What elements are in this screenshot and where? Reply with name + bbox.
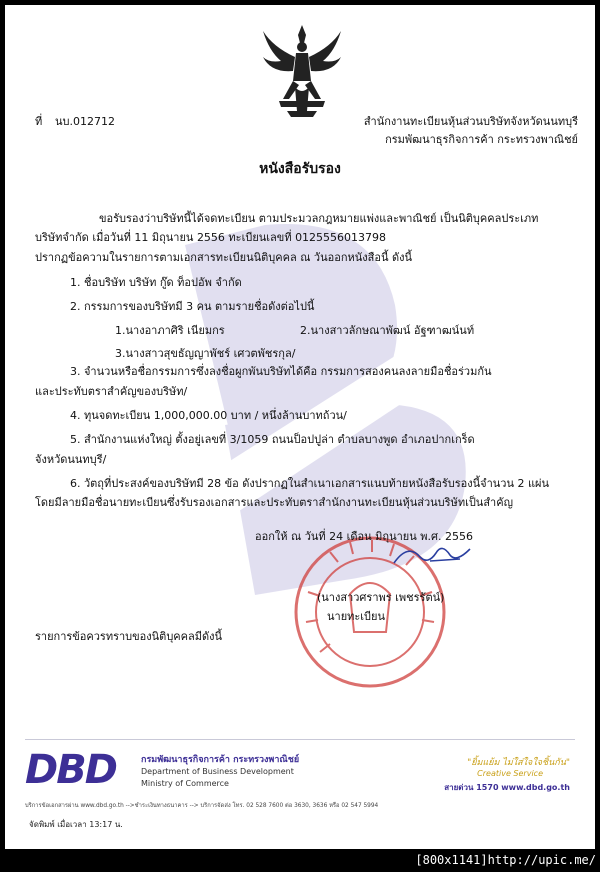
document-title: หนังสือรับรอง: [259, 161, 341, 177]
intro-line-2: บริษัทจำกัด เมื่อวันที่ 11 มิถุนายน 2556 ทะเบียนเลขที่ 0125556013798: [35, 231, 387, 244]
director-3: 3.นางสาวสุขธัญญาพัชร์ เศวตพัชรกุล/: [115, 347, 296, 360]
garuda-emblem: [259, 21, 345, 121]
director-2: 2.นางสาวลักษณาพัฒน์ อัฐฑาฒน์นท์: [300, 324, 475, 337]
item-company-name: 1. ชื่อบริษัท บริษัท กู๊ด ท็อปอัพ จำกัด: [70, 276, 242, 289]
intro-line-1: ขอรับรองว่าบริษัทนี้ได้จดทะเบียน ตามประมวลกฎหมายแพ่งและพาณิชย์ เป็นนิติบุคคลประเภท: [99, 212, 539, 225]
item-address-cont: จังหวัดนนทบุรี/: [35, 453, 107, 466]
signer-name: (นางสาวศราพร เพชรรัตน์): [317, 591, 445, 604]
office-name: สำนักงานทะเบียนหุ้นส่วนบริษัทจังหวัดนนทบุรี: [363, 115, 578, 128]
footer-slogan-en: Creative Service: [477, 769, 543, 778]
department-name: กรมพัฒนาธุรกิจการค้า กระทรวงพาณิชย์: [385, 133, 578, 146]
footer-slogan-th: "ยิ้มแย้ม ไม่ใส่ใจใจชิ้นกัน": [467, 758, 570, 768]
registrar-signature: [390, 535, 475, 575]
footer-dept-en-1: Department of Business Development: [141, 767, 294, 776]
item-address: 5. สำนักงานแห่งใหญ่ ตั้งอยู่เลขที่ 3/1059 ถนนป็อปปูล่า ตำบลบางพูด อำเภอปากเกร็ด: [70, 433, 475, 446]
item-objectives: 6. วัตถุที่ประสงค์ของบริษัทมี 28 ข้อ ดังปรากฏในสำเนาเอกสารแนบท้ายหนังสือรับรองนี้จำนวน 2 แผ่น: [70, 477, 550, 490]
issue-date: ออกให้ ณ วันที่ 24 เดือน มิถุนายน พ.ศ. 2556: [255, 530, 473, 543]
reference-label: ที่: [35, 115, 43, 128]
remarks-label: รายการข้อควรทราบของนิติบุคคลมีดังนี้: [35, 630, 223, 643]
item-signing-authority-cont: และประทับตราสำคัญของบริษัท/: [35, 385, 188, 398]
director-1: 1.นางอาภาศิริ เนียมกร: [115, 324, 225, 337]
certificate-page: [5, 5, 595, 849]
footer-hotline: สายด่วน 1570 www.dbd.go.th: [444, 783, 570, 792]
footer-services-line: บริการข้อเอกสารผ่าน www.dbd.go.th -->ชำระเงินทางธนาคาร --> บริการจัดส่ง โทร. 02 528 7600 ต่อ 3630, 3636 หรือ 02 547 5994: [25, 803, 379, 809]
footer-top-line: [25, 739, 575, 740]
print-time: จัดพิมพ์ เมื่อเวลา 13:17 น.: [29, 820, 123, 829]
item-signing-authority: 3. จำนวนหรือชื่อกรรมการซึ่งลงชื่อผูกพันบริษัทได้คือ กรรมการสองคนลงลายมือชื่อร่วมกัน: [70, 365, 492, 378]
image-caption-bar: [0, 849, 600, 872]
item-directors: 2. กรรมการของบริษัทมี 3 คน ตามรายชื่อดังต่อไปนี้: [70, 300, 315, 313]
image-caption: [800x1141]http://upic.me/: [415, 853, 596, 867]
intro-line-3: ปรากฏข้อความในรายการตามเอกสารทะเบียนนิติบุคคล ณ วันออกหนังสือนี้ ดังนี้: [35, 251, 413, 264]
footer-dept-th: กรมพัฒนาธุรกิจการค้า กระทรวงพาณิชย์: [141, 755, 300, 765]
footer-dept-en-2: Ministry of Commerce: [141, 779, 229, 788]
item-objectives-cont: โดยมีลายมือชื่อนายทะเบียนซึ่งรับรองเอกสารและประทับตราสำนักงานทะเบียนหุ้นส่วนบริษัทเป็นสำคัญ: [35, 496, 513, 509]
dbd-logo: DBD: [25, 747, 116, 793]
signer-position: นายทะเบียน: [327, 610, 386, 623]
item-capital: 4. ทุนจดทะเบียน 1,000,000.00 บาท / หนึ่งล้านบาทถ้วน/: [70, 409, 347, 422]
reference-number: นบ.012712: [55, 115, 115, 128]
